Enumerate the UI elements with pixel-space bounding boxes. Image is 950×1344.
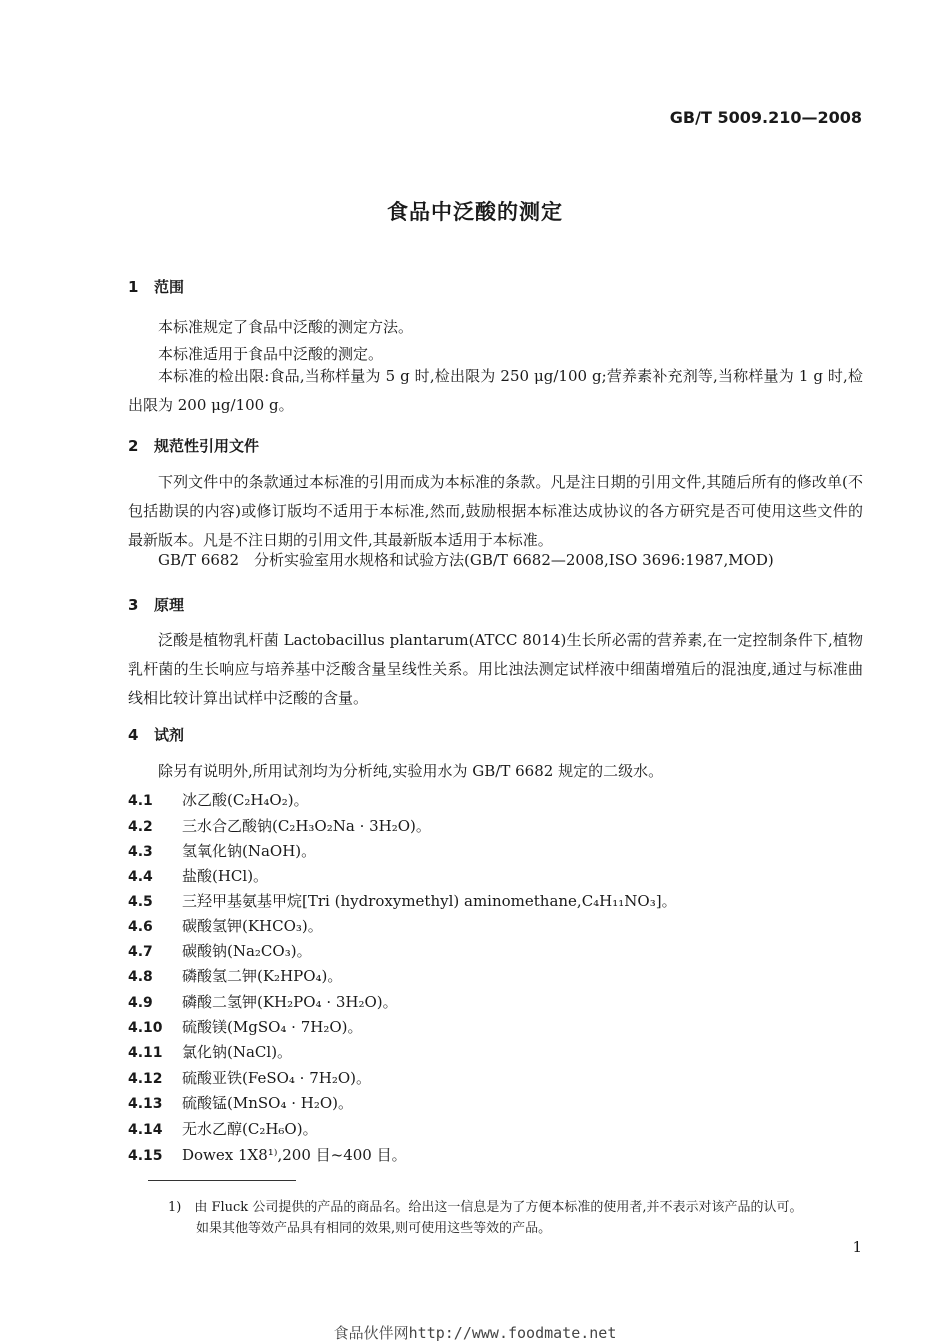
section-title: 范围 xyxy=(154,278,185,296)
item-number: 4.6 xyxy=(128,919,153,935)
item-number: 4.11 xyxy=(128,1045,163,1061)
item-text: 氢氧化钠(NaOH)。 xyxy=(182,842,317,860)
list-item xyxy=(128,865,268,886)
section-number: 1 xyxy=(128,278,139,296)
item-number: 4.9 xyxy=(128,995,153,1011)
item-text: 磷酸二氢钾(KH₂PO₄ · 3H₂O)。 xyxy=(182,993,398,1011)
list-item xyxy=(128,991,398,1012)
item-text: 硫酸亚铁(FeSO₄ · 7H₂O)。 xyxy=(182,1069,371,1087)
item-number: 4.10 xyxy=(128,1020,163,1036)
item-text: 磷酸氢二钾(K₂HPO₄)。 xyxy=(182,967,343,985)
item-text: 三羟甲基氨基甲烷[Tri (hydroxymethyl) aminomethane,C₄H₁₁NO₃]。 xyxy=(182,892,677,910)
list-item xyxy=(128,890,677,911)
item-text: 冰乙酸(C₂H₄O₂)。 xyxy=(182,791,309,809)
section-3-heading xyxy=(128,594,184,615)
section-title: 试剂 xyxy=(154,726,185,744)
normative-paragraph: 下列文件中的条款通过本标准的引用而成为本标准的条款。凡是注日期的引用文件,其随后所有的修改单(不包括勘误的内容)或修订版均不适用于本标准,然而,鼓励根据本标准达成协议的各方研究是否可使用这些文件的最新版本。凡是不注日期的引用文件,其最新版本适用于本标准。 xyxy=(128,473,863,549)
section-4-heading xyxy=(128,724,184,745)
section-1-heading xyxy=(128,276,184,297)
list-item xyxy=(128,789,309,810)
item-number: 4.4 xyxy=(128,869,153,885)
item-number: 4.8 xyxy=(128,969,153,985)
section-number: 3 xyxy=(128,596,139,614)
scope-paragraph-1: 本标准规定了食品中泛酸的测定方法。 xyxy=(158,318,414,336)
normative-reference: GB/T 6682 分析实验室用水规格和试验方法(GB/T 6682—2008,ISO 3696:1987,MOD) xyxy=(158,551,774,569)
list-item xyxy=(128,1118,318,1139)
item-text: 三水合乙酸钠(C₂H₃O₂Na · 3H₂O)。 xyxy=(182,817,431,835)
footnote-divider xyxy=(148,1180,296,1181)
item-number: 4.13 xyxy=(128,1096,163,1112)
list-item xyxy=(128,1016,363,1037)
section-number: 2 xyxy=(128,437,139,455)
item-number: 4.15 xyxy=(128,1148,163,1164)
item-text: 硫酸镁(MgSO₄ · 7H₂O)。 xyxy=(182,1018,363,1036)
item-text: 盐酸(HCl)。 xyxy=(182,867,269,885)
list-item xyxy=(128,965,342,986)
scope-paragraph-2: 本标准适用于食品中泛酸的测定。 xyxy=(158,345,384,363)
item-text: 氯化钠(NaCl)。 xyxy=(182,1043,293,1061)
source-watermark: 食品伙伴网http://www.foodmate.net xyxy=(333,1324,617,1342)
item-text: 碳酸钠(Na₂CO₃)。 xyxy=(182,942,312,960)
item-number: 4.14 xyxy=(128,1122,163,1138)
section-title: 规范性引用文件 xyxy=(154,437,260,455)
item-text: Dowex 1X8¹⁾,200 目~400 目。 xyxy=(182,1146,407,1164)
list-item xyxy=(128,940,312,961)
item-text: 碳酸氢钾(KHCO₃)。 xyxy=(182,917,323,935)
list-item xyxy=(128,840,316,861)
list-item xyxy=(128,1067,371,1088)
item-text: 硫酸锰(MnSO₄ · H₂O)。 xyxy=(182,1094,354,1112)
list-item xyxy=(128,1041,292,1062)
page-title: 食品中泛酸的测定 xyxy=(387,200,563,224)
standard-number: GB/T 5009.210—2008 xyxy=(669,108,862,127)
section-number: 4 xyxy=(128,726,139,744)
list-item xyxy=(128,1092,353,1113)
item-text: 无水乙醇(C₂H₆O)。 xyxy=(182,1120,318,1138)
scope-paragraph-3: 本标准的检出限:食品,当称样量为 5 g 时,检出限为 250 μg/100 g;营养素补充剂等,当称样量为 1 g 时,检出限为 200 μg/100 g。 xyxy=(128,367,863,414)
item-number: 4.5 xyxy=(128,894,153,910)
footnote-line-2: 如果其他等效产品具有相同的效果,则可使用这些等效的产品。 xyxy=(196,1221,552,1236)
reagents-intro: 除另有说明外,所用试剂均为分析纯,实验用水为 GB/T 6682 规定的二级水。 xyxy=(158,762,664,780)
principle-paragraph: 泛酸是植物乳杆菌 Lactobacillus plantarum(ATCC 8014)生长所必需的营养素,在一定控制条件下,植物乳杆菌的生长响应与培养基中泛酸含量呈线性关系。用比浊法测定试样液中细菌增殖后的混浊度,通过与标准曲线相比较计算出试样中泛酸的含量。 xyxy=(128,631,863,707)
item-number: 4.2 xyxy=(128,819,153,835)
page-number: 1 xyxy=(852,1238,862,1256)
footnote-line-1: 1) 由 Fluck 公司提供的产品的商品名。给出这一信息是为了方便本标准的使用者,并不表示对该产品的认可。 xyxy=(168,1200,803,1215)
section-title: 原理 xyxy=(154,596,185,614)
list-item xyxy=(128,1144,407,1165)
item-number: 4.12 xyxy=(128,1071,163,1087)
section-2-heading xyxy=(128,435,259,456)
item-number: 4.1 xyxy=(128,793,153,809)
item-number: 4.3 xyxy=(128,844,153,860)
list-item xyxy=(128,815,431,836)
item-number: 4.7 xyxy=(128,944,153,960)
list-item xyxy=(128,915,323,936)
